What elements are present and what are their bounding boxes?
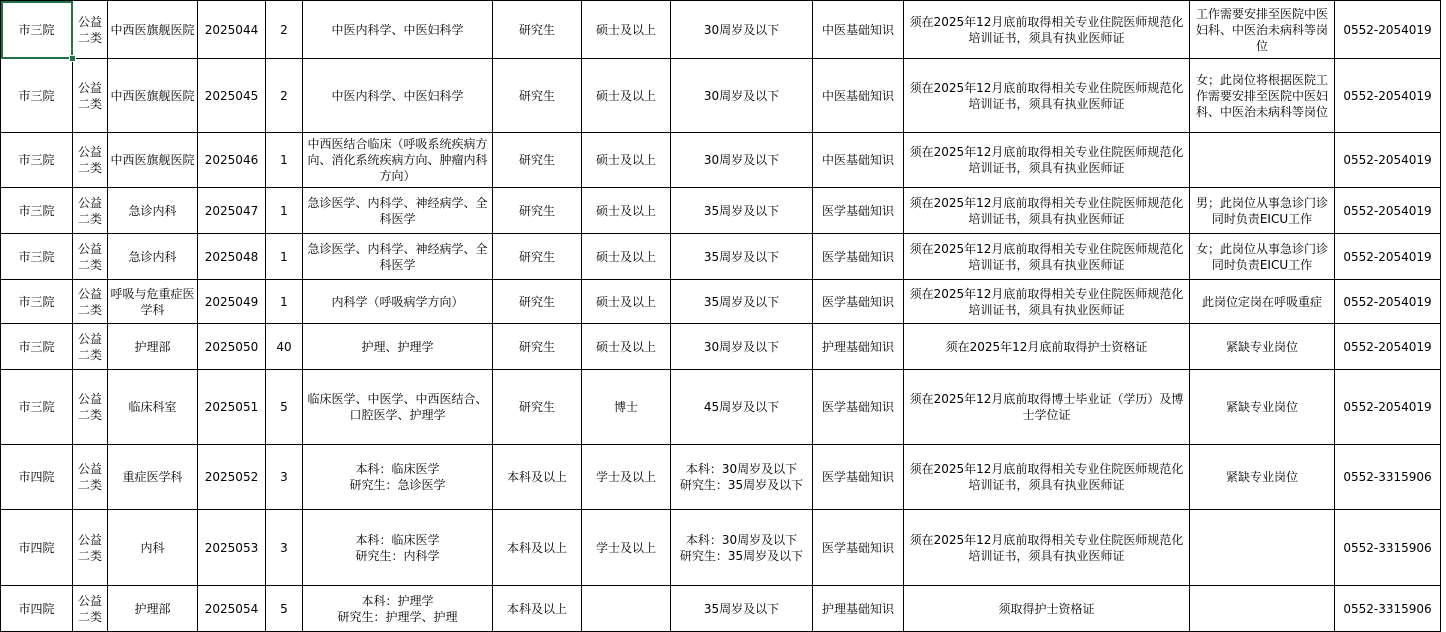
cell-category[interactable]: 公益二类	[73, 188, 108, 234]
table-row	[1, 234, 1441, 280]
cell-education[interactable]: 研究生	[493, 370, 582, 445]
cell-unit[interactable]: 市三院	[1, 133, 73, 188]
cell-hiring-count[interactable]: 2	[266, 59, 303, 133]
cell-degree[interactable]: 博士	[582, 370, 671, 445]
table-row	[1, 59, 1441, 133]
cell-department[interactable]: 护理部	[108, 324, 198, 370]
cell-remarks[interactable]: 紧缺专业岗位	[1190, 370, 1335, 445]
cell-education[interactable]: 研究生	[493, 280, 582, 324]
cell-category[interactable]: 公益二类	[73, 59, 108, 133]
cell-category[interactable]: 公益二类	[73, 133, 108, 188]
cell-department[interactable]: 重症医学科	[108, 445, 198, 510]
table-row	[1, 445, 1441, 510]
cell-age-limit[interactable]: 35周岁及以下	[671, 280, 813, 324]
cell-other-requirements[interactable]: 须在2025年12月底前取得相关专业住院医师规范化培训证书，须具有执业医师证	[904, 234, 1190, 280]
cell-exam-subject[interactable]: 中医基础知识	[813, 1, 904, 59]
cell-category[interactable]: 公益二类	[73, 324, 108, 370]
cell-exam-subject[interactable]: 中医基础知识	[813, 133, 904, 188]
cell-department[interactable]: 护理部	[108, 586, 198, 632]
cell-major[interactable]: 本科：临床医学 研究生：急诊医学	[303, 445, 493, 510]
cell-hiring-count[interactable]: 5	[266, 370, 303, 445]
cell-position-code[interactable]: 2025051	[198, 370, 266, 445]
cell-hiring-count[interactable]: 40	[266, 324, 303, 370]
cell-unit[interactable]: 市三院	[1, 280, 73, 324]
cell-unit[interactable]: 市四院	[1, 445, 73, 510]
table-row	[1, 510, 1441, 586]
cell-department[interactable]: 中西医旗舰医院	[108, 133, 198, 188]
cell-degree[interactable]: 硕士及以上	[582, 188, 671, 234]
cell-degree[interactable]: 硕士及以上	[582, 133, 671, 188]
cell-position-code[interactable]: 2025050	[198, 324, 266, 370]
cell-category[interactable]: 公益二类	[73, 234, 108, 280]
cell-age-limit[interactable]: 30周岁及以下	[671, 324, 813, 370]
cell-department[interactable]: 中西医旗舰医院	[108, 1, 198, 59]
table-row	[1, 370, 1441, 445]
table-row	[1, 586, 1441, 632]
cell-position-code[interactable]: 2025049	[198, 280, 266, 324]
cell-education[interactable]: 研究生	[493, 324, 582, 370]
table-row	[1, 188, 1441, 234]
cell-unit[interactable]: 市四院	[1, 510, 73, 586]
cell-phone[interactable]: 0552-2054019	[1335, 370, 1441, 445]
cell-education[interactable]: 研究生	[493, 133, 582, 188]
cell-exam-subject[interactable]: 医学基础知识	[813, 370, 904, 445]
cell-exam-subject[interactable]: 医学基础知识	[813, 234, 904, 280]
cell-degree[interactable]: 硕士及以上	[582, 1, 671, 59]
cell-phone[interactable]: 0552-3315906	[1335, 445, 1441, 510]
cell-age-limit[interactable]: 30周岁及以下	[671, 133, 813, 188]
cell-age-limit[interactable]: 本科：30周岁及以下 研究生：35周岁及以下	[671, 445, 813, 510]
cell-department[interactable]: 内科	[108, 510, 198, 586]
cell-hiring-count[interactable]: 3	[266, 510, 303, 586]
cell-remarks[interactable]: 女；此岗位从事急诊门诊同时负责EICU工作	[1190, 234, 1335, 280]
cell-position-code[interactable]: 2025047	[198, 188, 266, 234]
cell-age-limit[interactable]: 35周岁及以下	[671, 586, 813, 632]
cell-education[interactable]: 研究生	[493, 234, 582, 280]
cell-position-code[interactable]: 2025053	[198, 510, 266, 586]
cell-department[interactable]: 急诊内科	[108, 188, 198, 234]
cell-department[interactable]: 中西医旗舰医院	[108, 59, 198, 133]
cell-education[interactable]: 研究生	[493, 188, 582, 234]
cell-department[interactable]: 急诊内科	[108, 234, 198, 280]
cell-position-code[interactable]: 2025054	[198, 586, 266, 632]
cell-major[interactable]: 急诊医学、内科学、神经病学、全科医学	[303, 234, 493, 280]
cell-unit[interactable]: 市三院	[1, 234, 73, 280]
cell-major[interactable]: 临床医学、中医学、中西医结合、口腔医学、护理学	[303, 370, 493, 445]
cell-age-limit[interactable]: 30周岁及以下	[671, 1, 813, 59]
cell-unit[interactable]: 市四院	[1, 586, 73, 632]
cell-age-limit[interactable]: 35周岁及以下	[671, 188, 813, 234]
cell-department[interactable]: 呼吸与危重症医学科	[108, 280, 198, 324]
cell-hiring-count[interactable]: 5	[266, 586, 303, 632]
cell-exam-subject[interactable]: 医学基础知识	[813, 510, 904, 586]
cell-phone[interactable]: 0552-2054019	[1335, 133, 1441, 188]
cell-position-code[interactable]: 2025044	[198, 1, 266, 59]
cell-department[interactable]: 临床科室	[108, 370, 198, 445]
cell-phone[interactable]: 0552-3315906	[1335, 510, 1441, 586]
cell-degree[interactable]: 学士及以上	[582, 445, 671, 510]
cell-other-requirements[interactable]: 须在2025年12月底前取得博士毕业证（学历）及博士学位证	[904, 370, 1190, 445]
cell-phone[interactable]: 0552-2054019	[1335, 1, 1441, 59]
cell-degree[interactable]: 硕士及以上	[582, 234, 671, 280]
table-row	[1, 280, 1441, 324]
table-row	[1, 1, 1441, 59]
cell-major[interactable]: 中医内科学、中医妇科学	[303, 1, 493, 59]
cell-remarks[interactable]: 紧缺专业岗位	[1190, 445, 1335, 510]
cell-other-requirements[interactable]: 须在2025年12月底前取得相关专业住院医师规范化培训证书，须具有执业医师证	[904, 280, 1190, 324]
cell-phone[interactable]: 0552-2054019	[1335, 188, 1441, 234]
cell-other-requirements[interactable]: 须在2025年12月底前取得相关专业住院医师规范化培训证书，须具有执业医师证	[904, 59, 1190, 133]
cell-unit[interactable]: 市三院	[1, 1, 73, 59]
cell-degree[interactable]: 学士及以上	[582, 510, 671, 586]
cell-age-limit[interactable]: 本科：30周岁及以下 研究生：35周岁及以下	[671, 510, 813, 586]
cell-exam-subject[interactable]: 护理基础知识	[813, 324, 904, 370]
cell-other-requirements[interactable]: 须在2025年12月底前取得相关专业住院医师规范化培训证书，须具有执业医师证	[904, 1, 1190, 59]
fill-handle[interactable]	[69, 55, 76, 62]
cell-hiring-count[interactable]: 1	[266, 234, 303, 280]
cell-exam-subject[interactable]: 护理基础知识	[813, 586, 904, 632]
cell-hiring-count[interactable]: 3	[266, 445, 303, 510]
cell-age-limit[interactable]: 35周岁及以下	[671, 234, 813, 280]
cell-remarks[interactable]: 工作需要安排至医院中医妇科、中医治未病科等岗位	[1190, 1, 1335, 59]
cell-category[interactable]: 公益二类	[73, 445, 108, 510]
cell-exam-subject[interactable]: 中医基础知识	[813, 59, 904, 133]
cell-hiring-count[interactable]: 2	[266, 1, 303, 59]
cell-position-code[interactable]: 2025052	[198, 445, 266, 510]
cell-remarks[interactable]	[1190, 586, 1335, 632]
cell-other-requirements[interactable]: 须在2025年12月底前取得相关专业住院医师规范化培训证书，须具有执业医师证	[904, 188, 1190, 234]
cell-major[interactable]: 本科：临床医学 研究生：内科学	[303, 510, 493, 586]
cell-hiring-count[interactable]: 1	[266, 280, 303, 324]
cell-degree[interactable]: 硕士及以上	[582, 324, 671, 370]
cell-major[interactable]: 中西医结合临床（呼吸系统疾病方向、消化系统疾病方向、肿瘤内科方向）	[303, 133, 493, 188]
cell-exam-subject[interactable]: 医学基础知识	[813, 280, 904, 324]
cell-unit[interactable]: 市三院	[1, 59, 73, 133]
cell-age-limit[interactable]: 45周岁及以下	[671, 370, 813, 445]
cell-phone[interactable]: 0552-3315906	[1335, 586, 1441, 632]
cell-category[interactable]: 公益二类	[73, 586, 108, 632]
cell-education[interactable]: 本科及以上	[493, 445, 582, 510]
cell-major[interactable]: 中医内科学、中医妇科学	[303, 59, 493, 133]
cell-education[interactable]: 本科及以上	[493, 510, 582, 586]
cell-remarks[interactable]: 男；此岗位从事急诊门诊同时负责EICU工作	[1190, 188, 1335, 234]
cell-major[interactable]: 内科学（呼吸病学方向）	[303, 280, 493, 324]
cell-position-code[interactable]: 2025045	[198, 59, 266, 133]
table-row	[1, 324, 1441, 370]
cell-other-requirements[interactable]: 须取得护士资格证	[904, 586, 1190, 632]
cell-phone[interactable]: 0552-2054019	[1335, 280, 1441, 324]
cell-remarks[interactable]	[1190, 510, 1335, 586]
cell-remarks[interactable]: 女；此岗位将根据医院工作需要安排至医院中医妇科、中医治未病科等岗位	[1190, 59, 1335, 133]
cell-major[interactable]: 护理、护理学	[303, 324, 493, 370]
cell-exam-subject[interactable]: 医学基础知识	[813, 188, 904, 234]
cell-position-code[interactable]: 2025046	[198, 133, 266, 188]
cell-category[interactable]: 公益二类	[73, 280, 108, 324]
cell-degree[interactable]	[582, 586, 671, 632]
cell-major[interactable]: 本科：护理学 研究生：护理学、护理	[303, 586, 493, 632]
cell-category[interactable]: 公益二类	[73, 510, 108, 586]
cell-phone[interactable]: 0552-2054019	[1335, 324, 1441, 370]
cell-remarks[interactable]	[1190, 133, 1335, 188]
cell-other-requirements[interactable]: 须在2025年12月底前取得护士资格证	[904, 324, 1190, 370]
cell-major[interactable]: 急诊医学、内科学、神经病学、全科医学	[303, 188, 493, 234]
cell-exam-subject[interactable]: 医学基础知识	[813, 445, 904, 510]
cell-remarks[interactable]: 此岗位定岗在呼吸重症	[1190, 280, 1335, 324]
cell-other-requirements[interactable]: 须在2025年12月底前取得相关专业住院医师规范化培训证书，须具有执业医师证	[904, 133, 1190, 188]
cell-position-code[interactable]: 2025048	[198, 234, 266, 280]
cell-unit[interactable]: 市三院	[1, 324, 73, 370]
cell-hiring-count[interactable]: 1	[266, 133, 303, 188]
cell-degree[interactable]: 硕士及以上	[582, 280, 671, 324]
cell-unit[interactable]: 市三院	[1, 188, 73, 234]
cell-education[interactable]: 研究生	[493, 1, 582, 59]
cell-other-requirements[interactable]: 须在2025年12月底前取得相关专业住院医师规范化培训证书，须具有执业医师证	[904, 445, 1190, 510]
cell-education[interactable]: 研究生	[493, 59, 582, 133]
cell-degree[interactable]: 硕士及以上	[582, 59, 671, 133]
cell-age-limit[interactable]: 30周岁及以下	[671, 59, 813, 133]
cell-phone[interactable]: 0552-2054019	[1335, 59, 1441, 133]
cell-category[interactable]: 公益二类	[73, 370, 108, 445]
cell-hiring-count[interactable]: 1	[266, 188, 303, 234]
cell-category[interactable]: 公益二类	[73, 1, 108, 59]
cell-education[interactable]: 本科及以上	[493, 586, 582, 632]
cell-remarks[interactable]: 紧缺专业岗位	[1190, 324, 1335, 370]
cell-phone[interactable]: 0552-2054019	[1335, 234, 1441, 280]
cell-other-requirements[interactable]: 须在2025年12月底前取得相关专业住院医师规范化培训证书，须具有执业医师证	[904, 510, 1190, 586]
cell-unit[interactable]: 市三院	[1, 370, 73, 445]
table-row	[1, 133, 1441, 188]
